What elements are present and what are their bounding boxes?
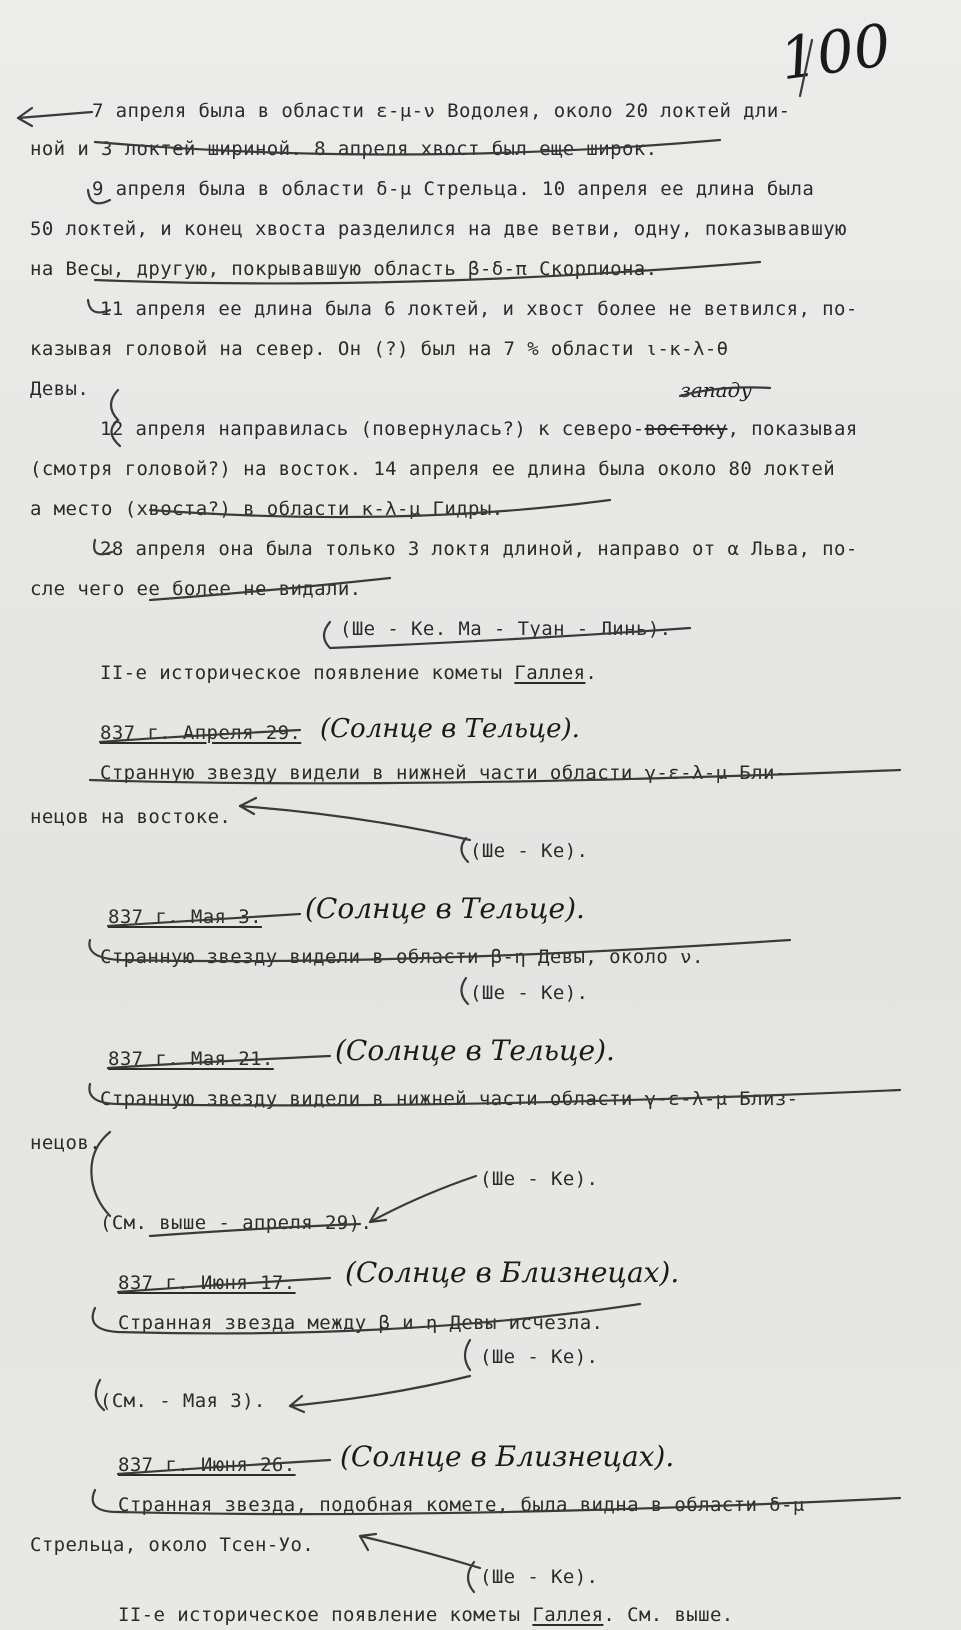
entry-4-source: (Ше - Ке). [480,1346,599,1368]
entry-1-line-2: нецов на востоке. [30,806,232,828]
text-line-7: казывая головой на север. Он (?) был на 7 % области ι-κ-λ-θ [30,338,729,360]
entry-5-source: (Ше - Ке). [480,1566,599,1588]
text-line-2: ной и 3 локтей шириной. 8 апреля хвост был еще широк. [30,138,658,160]
entry-2-note: (Солнце в Тельце). [305,892,585,925]
entry-3-date: 837 г. Мая 21. [108,1048,274,1070]
text-line-11: а место (хвоста?) в области κ-λ-μ Гидры. [30,498,504,520]
section-heading-1 [100,662,597,684]
section-heading-2 [118,1604,734,1626]
entry-1-date: 837 г. Апреля 29. [100,722,302,744]
text-line-6: 11 апреля ее длина была 6 локтей, и хвост более не ветвился, по- [100,298,858,320]
section-heading-2-comet: Галлея [532,1604,604,1626]
entry-3-note: (Солнце в Тельце). [335,1034,615,1067]
page-number: 100 [775,10,895,94]
text-line-12: 28 апреля она была только 3 локтя длиной, направо от α Льва, по- [100,538,858,560]
entry-2-source: (Ше - Ке). [470,982,589,1004]
section-heading-1-period: . [585,662,598,684]
text-line-9-end: , показывая [727,418,858,440]
source-citation-1: (Ше - Ке. Ма - Туан - Линь). [340,618,672,640]
text-line-5: на Весы, другую, покрывавшую область β-δ-π Скорпиона. [30,258,658,280]
entry-5-line-2: Стрельца, около Тсен-Уо. [30,1534,315,1556]
text-line-1: 7 апреля была в области ε-μ-ν Водолея, около 20 локтей дли- [92,100,791,122]
text-line-9 [100,418,858,440]
section-heading-1-text: II-е историческое появление кометы [100,662,515,684]
entry-3-source: (Ше - Ке). [480,1168,599,1190]
entry-2-date: 837 г. Мая 3. [108,906,262,928]
entry-4-date: 837 г. Июня 17. [118,1272,296,1294]
text-line-13: сле чего ее более не видали. [30,578,362,600]
entry-4-note: (Солнце в Близнецах). [345,1256,680,1289]
section-heading-2-text: II-е историческое появление кометы [118,1604,533,1626]
struck-word: востоку [644,418,728,440]
section-heading-2-tail: . См. выше. [603,1604,734,1626]
handwritten-correction: западу [680,378,752,402]
entry-5-note: (Солнце в Близнецах). [340,1440,675,1473]
entry-1-line-1: Странную звезду видели в нижней части области γ-ε-λ-μ Бли- [100,762,787,784]
text-line-3: 9 апреля была в области δ-μ Стрельца. 10 апреля ее длина была [92,178,815,200]
entry-3-reference: (См. выше - апреля 29). [100,1212,373,1234]
entry-1-source: (Ше - Ке). [470,840,589,862]
entry-3-line-1: Странную звезду видели в нижней части области γ-ε-λ-μ Близ- [100,1088,799,1110]
entry-1-note: (Солнце в Тельце). [320,714,580,744]
entry-3-line-2: нецов. [30,1132,102,1154]
text-line-9-start: 12 апреля направилась (повернулась?) к северо- [100,418,645,440]
text-line-10: (смотря головой?) на восток. 14 апреля ее длина была около 80 локтей [30,458,836,480]
entry-5-date: 837 г. Июня 26. [118,1454,296,1476]
text-line-4: 50 локтей, и конец хвоста разделился на две ветви, одну, показывавшую [30,218,847,240]
entry-4-line-1: Странная звезда между β и η Девы исчезла. [118,1312,604,1334]
text-line-8: Девы. [30,378,90,400]
entry-4-reference: (См. - Мая 3). [100,1390,266,1412]
section-heading-1-comet: Галлея [514,662,586,684]
entry-2-line-1: Странную звезду видели в области β-η Девы, около ν. [100,946,704,968]
entry-5-line-1: Странная звезда, подобная комете, была видна в области δ-μ [118,1494,805,1516]
